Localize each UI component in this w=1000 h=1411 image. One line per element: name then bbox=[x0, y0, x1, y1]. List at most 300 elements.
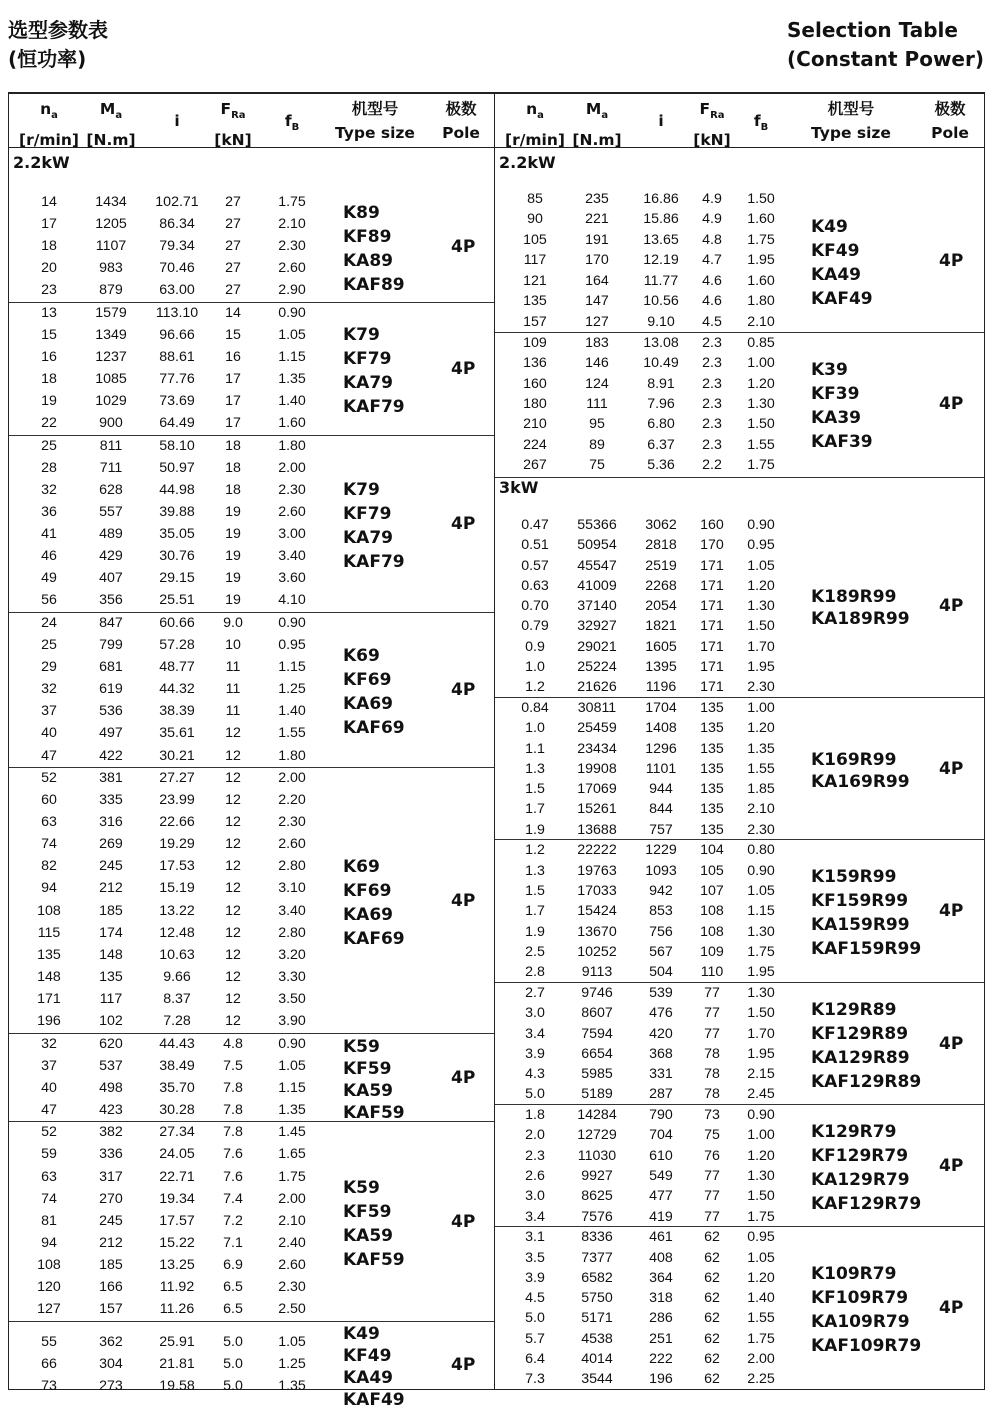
cell-fb: 1.05 bbox=[278, 326, 306, 343]
cell-na: 1.9 bbox=[525, 821, 545, 838]
cell-ma: 6654 bbox=[581, 1045, 613, 1062]
cell-ma: 41009 bbox=[577, 577, 617, 594]
table-row bbox=[495, 759, 984, 779]
cell-fb: 1.50 bbox=[747, 1188, 775, 1205]
pole-value: 4P bbox=[939, 596, 964, 617]
cell-i: 13.25 bbox=[159, 1256, 195, 1273]
cell-i: 477 bbox=[649, 1188, 673, 1205]
cell-fra: 135 bbox=[700, 781, 724, 798]
table-row bbox=[9, 413, 494, 433]
model-type: K79 bbox=[343, 480, 380, 501]
cell-i: 1704 bbox=[645, 700, 677, 717]
cell-ma: 8336 bbox=[581, 1229, 613, 1246]
cell-i: 7.28 bbox=[163, 1012, 191, 1029]
table-row bbox=[9, 746, 494, 766]
cell-i: 7.96 bbox=[647, 396, 675, 412]
cell-na: 148 bbox=[37, 968, 61, 985]
section-divider bbox=[495, 477, 984, 478]
model-type: KA159R99 bbox=[811, 915, 910, 936]
cell-na: 32 bbox=[41, 482, 57, 499]
model-type: KF129R89 bbox=[811, 1023, 909, 1044]
table-row bbox=[495, 1369, 984, 1389]
model-type-block bbox=[343, 644, 405, 740]
cell-i: 50.97 bbox=[159, 459, 195, 476]
cell-fb: 2.00 bbox=[278, 459, 306, 476]
cell-fb: 2.60 bbox=[278, 836, 306, 853]
pole-value: 4P bbox=[939, 1155, 964, 1176]
cell-na: 1.3 bbox=[525, 862, 545, 879]
cell-fb: 2.90 bbox=[278, 282, 306, 299]
table-row bbox=[9, 1189, 494, 1209]
cell-i: 63.00 bbox=[159, 282, 195, 299]
cell-i: 38.49 bbox=[159, 1057, 195, 1074]
page-title-cn bbox=[8, 16, 108, 74]
col-symbol: i bbox=[658, 112, 664, 130]
cell-i: 1196 bbox=[645, 679, 677, 696]
cell-na: 82 bbox=[41, 858, 57, 875]
cell-i: 17.57 bbox=[159, 1212, 195, 1229]
model-type-block bbox=[811, 865, 921, 961]
col-unit: [kN] bbox=[693, 131, 731, 150]
cell-na: 1.5 bbox=[525, 781, 545, 798]
cell-fb: 1.40 bbox=[278, 393, 306, 410]
cell-na: 20 bbox=[41, 260, 57, 277]
model-type: KAF129R89 bbox=[811, 1071, 922, 1092]
cell-na: 135 bbox=[37, 946, 61, 963]
cell-ma: 12729 bbox=[577, 1127, 617, 1144]
table-row bbox=[495, 739, 984, 759]
cell-na: 2.0 bbox=[525, 1127, 545, 1144]
cell-na: 37 bbox=[41, 703, 57, 720]
table-row bbox=[495, 250, 984, 270]
table-row bbox=[9, 613, 494, 633]
cell-i: 757 bbox=[649, 821, 673, 838]
pole-value: 4P bbox=[939, 901, 964, 922]
model-type: KF39 bbox=[811, 384, 860, 405]
cell-i: 10.56 bbox=[643, 293, 679, 310]
table-row bbox=[495, 779, 984, 799]
cell-na: 28 bbox=[41, 459, 57, 476]
cell-na: 66 bbox=[41, 1355, 57, 1372]
table-row bbox=[9, 701, 494, 721]
col-symbol: F bbox=[699, 100, 711, 118]
cell-fra: 160 bbox=[700, 517, 724, 533]
cell-i: 44.98 bbox=[159, 482, 195, 499]
cell-fra: 75 bbox=[704, 1127, 720, 1144]
cell-fra: 7.6 bbox=[223, 1146, 243, 1163]
cell-ma: 19763 bbox=[577, 862, 617, 879]
cell-fra: 7.8 bbox=[223, 1079, 243, 1096]
table-row bbox=[9, 546, 494, 566]
cell-i: 30.28 bbox=[159, 1101, 195, 1118]
cell-ma: 900 bbox=[99, 415, 123, 432]
cell-fra: 4.8 bbox=[702, 231, 722, 248]
cell-i: 86.34 bbox=[159, 216, 195, 233]
cell-na: 4.3 bbox=[525, 1066, 545, 1083]
cell-ma: 102 bbox=[99, 1012, 123, 1029]
table-row bbox=[9, 458, 494, 478]
cell-na: 40 bbox=[41, 1079, 57, 1096]
cell-i: 549 bbox=[649, 1167, 673, 1184]
cell-fra: 11 bbox=[225, 681, 241, 698]
cell-fra: 135 bbox=[700, 801, 724, 818]
col-unit: [N.m] bbox=[86, 131, 136, 150]
cell-fra: 62 bbox=[704, 1249, 720, 1266]
cell-fra: 4.9 bbox=[702, 211, 722, 228]
cell-i: 19.58 bbox=[159, 1377, 195, 1394]
cell-fra: 12 bbox=[225, 946, 241, 963]
cell-fb: 1.75 bbox=[278, 194, 306, 210]
cell-fb: 1.50 bbox=[747, 618, 775, 635]
cell-na: 1.7 bbox=[525, 903, 545, 920]
cell-fra: 15 bbox=[225, 326, 241, 343]
cell-fra: 2.3 bbox=[702, 436, 722, 453]
table-row bbox=[9, 856, 494, 876]
model-type: KF49 bbox=[343, 1345, 392, 1366]
model-type: KA59 bbox=[343, 1225, 393, 1246]
cell-fb: 1.85 bbox=[747, 781, 775, 798]
model-type: KA129R89 bbox=[811, 1047, 910, 1068]
cell-i: 21.81 bbox=[159, 1355, 195, 1372]
cell-fb: 1.55 bbox=[278, 725, 306, 742]
cell-na: 7.3 bbox=[525, 1371, 545, 1388]
cell-fra: 7.4 bbox=[223, 1190, 243, 1207]
col-symbol: M bbox=[99, 100, 116, 118]
cell-ma: 174 bbox=[99, 924, 123, 941]
cell-fra: 19 bbox=[225, 548, 241, 565]
cell-ma: 32927 bbox=[577, 618, 617, 635]
cell-ma: 185 bbox=[99, 902, 123, 919]
cell-ma: 111 bbox=[586, 396, 608, 412]
table-row bbox=[9, 790, 494, 810]
cell-i: 6.37 bbox=[647, 436, 675, 453]
model-type: K129R79 bbox=[811, 1121, 897, 1142]
cell-fra: 11 bbox=[225, 703, 241, 720]
page-title-en bbox=[787, 16, 984, 74]
cell-i: 11.77 bbox=[643, 272, 679, 289]
cell-i: 60.66 bbox=[159, 615, 195, 632]
cell-i: 113.10 bbox=[155, 304, 199, 321]
cell-na: 13 bbox=[41, 304, 57, 321]
cell-fra: 12 bbox=[225, 814, 241, 831]
table-row bbox=[9, 679, 494, 699]
cell-ma: 8607 bbox=[581, 1005, 613, 1022]
cell-ma: 335 bbox=[99, 792, 123, 809]
cell-na: 32 bbox=[41, 1035, 57, 1052]
cell-fra: 171 bbox=[700, 658, 724, 675]
cell-fb: 1.05 bbox=[747, 557, 775, 574]
cell-i: 24.05 bbox=[159, 1146, 195, 1163]
table-row bbox=[9, 1144, 494, 1164]
cell-fb: 2.60 bbox=[278, 260, 306, 277]
cell-i: 96.66 bbox=[159, 326, 195, 343]
cell-i: 16.86 bbox=[643, 191, 679, 207]
cell-i: 2268 bbox=[645, 577, 677, 594]
cell-na: 18 bbox=[41, 238, 57, 255]
table-row bbox=[9, 480, 494, 500]
table-row bbox=[9, 834, 494, 854]
cell-na: 1.2 bbox=[525, 842, 545, 859]
cell-fb: 1.50 bbox=[747, 191, 775, 207]
cell-fra: 77 bbox=[704, 1208, 720, 1225]
model-type-block bbox=[343, 1323, 405, 1411]
cell-na: 105 bbox=[523, 231, 547, 248]
table-row bbox=[9, 192, 494, 212]
cell-fb: 2.10 bbox=[747, 801, 775, 818]
cell-fra: 12 bbox=[225, 968, 241, 985]
cell-i: 19.34 bbox=[159, 1190, 195, 1207]
cell-fb: 2.10 bbox=[278, 1212, 306, 1229]
cell-na: 4.5 bbox=[525, 1290, 545, 1307]
pole-value: 4P bbox=[451, 680, 476, 701]
cell-na: 18 bbox=[41, 371, 57, 388]
cell-fb: 2.30 bbox=[278, 482, 306, 499]
cell-fra: 62 bbox=[704, 1371, 720, 1388]
cell-fb: 1.45 bbox=[278, 1124, 306, 1141]
cell-ma: 3544 bbox=[581, 1371, 613, 1388]
group-divider bbox=[9, 1321, 494, 1322]
model-type: KAF69 bbox=[343, 928, 405, 949]
cell-i: 331 bbox=[649, 1066, 673, 1083]
cell-na: 1.5 bbox=[525, 883, 545, 900]
model-type: KF129R79 bbox=[811, 1145, 909, 1166]
table-row bbox=[9, 568, 494, 588]
cell-ma: 1107 bbox=[95, 238, 127, 255]
title-cn-line2: (恒功率) bbox=[8, 47, 87, 71]
cell-fra: 171 bbox=[700, 577, 724, 594]
cell-ma: 212 bbox=[99, 1234, 123, 1251]
col-subscript: a bbox=[115, 110, 123, 122]
table-row bbox=[495, 455, 984, 475]
pole-value: 4P bbox=[939, 394, 964, 415]
cell-na: 0.84 bbox=[521, 700, 549, 717]
selection-table-right bbox=[494, 92, 985, 1390]
cell-fra: 108 bbox=[700, 923, 724, 940]
model-type: KAF79 bbox=[343, 397, 405, 418]
cell-fra: 135 bbox=[700, 760, 724, 777]
cell-na: 120 bbox=[37, 1278, 61, 1295]
cell-na: 47 bbox=[41, 1101, 57, 1118]
cell-na: 2.3 bbox=[525, 1147, 545, 1164]
cell-ma: 557 bbox=[99, 504, 123, 521]
cell-i: 77.76 bbox=[159, 371, 195, 388]
col-symbol: F bbox=[220, 100, 232, 118]
table-row bbox=[9, 635, 494, 655]
cell-ma: 30811 bbox=[577, 700, 617, 717]
col-label-en: Pole bbox=[931, 124, 969, 142]
cell-ma: 1029 bbox=[95, 393, 127, 410]
cell-ma: 537 bbox=[99, 1057, 123, 1074]
cell-fb: 2.30 bbox=[747, 821, 775, 838]
cell-fra: 108 bbox=[700, 903, 724, 920]
table-row bbox=[495, 576, 984, 596]
cell-na: 81 bbox=[41, 1212, 57, 1229]
cell-i: 2818 bbox=[645, 537, 677, 554]
cell-ma: 317 bbox=[99, 1168, 123, 1185]
col-label-en: Pole bbox=[442, 124, 480, 142]
cell-fra: 7.8 bbox=[223, 1124, 243, 1141]
model-type: KA79 bbox=[343, 373, 393, 394]
cell-fb: 2.30 bbox=[278, 238, 306, 255]
cell-fra: 5.0 bbox=[223, 1377, 243, 1394]
cell-fra: 62 bbox=[704, 1290, 720, 1307]
cell-fra: 27 bbox=[225, 194, 241, 210]
cell-fra: 78 bbox=[704, 1045, 720, 1062]
col-subscript: Ra bbox=[231, 110, 246, 122]
cell-ma: 407 bbox=[99, 570, 123, 587]
column-header-row bbox=[9, 94, 494, 148]
cell-fra: 107 bbox=[700, 883, 724, 900]
model-type-block bbox=[811, 1120, 921, 1216]
cell-ma: 536 bbox=[99, 703, 123, 720]
cell-fra: 18 bbox=[225, 482, 241, 499]
cell-ma: 273 bbox=[99, 1377, 123, 1394]
cell-ma: 1434 bbox=[95, 194, 127, 210]
cell-fb: 2.30 bbox=[747, 679, 775, 696]
cell-ma: 212 bbox=[99, 880, 123, 897]
cell-na: 180 bbox=[523, 396, 547, 412]
cell-na: 60 bbox=[41, 792, 57, 809]
model-type: KA69 bbox=[343, 904, 393, 925]
cell-fb: 1.35 bbox=[278, 371, 306, 388]
cell-ma: 157 bbox=[99, 1301, 123, 1317]
cell-ma: 127 bbox=[585, 313, 609, 330]
cell-na: 3.9 bbox=[525, 1269, 545, 1286]
model-type: KF49 bbox=[811, 240, 860, 261]
model-type: KA49 bbox=[343, 1367, 393, 1388]
cell-fra: 2.2 bbox=[702, 457, 722, 474]
cell-fra: 19 bbox=[225, 570, 241, 587]
table-row bbox=[9, 1332, 494, 1352]
cell-ma: 245 bbox=[99, 1212, 123, 1229]
cell-fb: 1.30 bbox=[747, 598, 775, 615]
model-type: KF59 bbox=[343, 1201, 392, 1222]
selection-table-left bbox=[8, 92, 495, 1410]
cell-ma: 21626 bbox=[577, 679, 617, 696]
cell-fb: 2.15 bbox=[747, 1066, 775, 1083]
cell-ma: 879 bbox=[99, 282, 123, 299]
cell-fra: 62 bbox=[704, 1310, 720, 1327]
cell-ma: 17033 bbox=[577, 883, 617, 900]
cell-fra: 171 bbox=[700, 679, 724, 696]
cell-ma: 5985 bbox=[581, 1066, 613, 1083]
col-label-cn: 极数 bbox=[445, 100, 477, 118]
cell-fra: 2.3 bbox=[702, 416, 722, 433]
cell-na: 25 bbox=[41, 637, 57, 654]
cell-i: 1395 bbox=[645, 658, 677, 675]
table-row bbox=[495, 962, 984, 982]
cell-na: 0.70 bbox=[521, 598, 549, 615]
cell-na: 1.2 bbox=[525, 679, 545, 696]
table-row bbox=[9, 923, 494, 943]
cell-fra: 135 bbox=[700, 700, 724, 717]
cell-fra: 12 bbox=[225, 1012, 241, 1029]
cell-i: 19.29 bbox=[159, 836, 195, 853]
cell-ma: 498 bbox=[99, 1079, 123, 1096]
model-type-block bbox=[343, 1036, 405, 1124]
cell-fra: 12 bbox=[225, 836, 241, 853]
cell-fra: 6.5 bbox=[223, 1301, 243, 1317]
cell-fb: 2.30 bbox=[278, 814, 306, 831]
cell-fb: 2.25 bbox=[747, 1371, 775, 1388]
cell-fb: 1.15 bbox=[278, 659, 306, 676]
cell-ma: 4014 bbox=[581, 1350, 613, 1367]
cell-ma: 304 bbox=[99, 1355, 123, 1372]
table-row bbox=[9, 590, 494, 610]
table-row bbox=[9, 1122, 494, 1142]
model-type: KF109R79 bbox=[811, 1288, 909, 1309]
cell-fra: 62 bbox=[704, 1269, 720, 1286]
model-type: KF69 bbox=[343, 880, 392, 901]
title-cn-line1: 选型参数表 bbox=[8, 18, 108, 42]
cell-ma: 9113 bbox=[581, 964, 613, 981]
cell-i: 30.76 bbox=[159, 548, 195, 565]
cell-ma: 183 bbox=[585, 334, 609, 351]
model-type: K49 bbox=[811, 216, 848, 237]
cell-fb: 0.90 bbox=[278, 304, 306, 321]
cell-fb: 1.75 bbox=[747, 943, 775, 960]
cell-ma: 13688 bbox=[577, 821, 617, 838]
cell-i: 15.86 bbox=[643, 211, 679, 228]
table-row bbox=[9, 391, 494, 411]
cell-ma: 50954 bbox=[577, 537, 617, 554]
cell-i: 942 bbox=[649, 883, 673, 900]
cell-fra: 77 bbox=[704, 984, 720, 1001]
cell-ma: 164 bbox=[585, 272, 609, 289]
table-row bbox=[495, 657, 984, 677]
table-row bbox=[495, 820, 984, 840]
table-row bbox=[9, 280, 494, 300]
cell-ma: 1237 bbox=[95, 349, 127, 366]
cell-ma: 620 bbox=[99, 1035, 123, 1052]
cell-fb: 1.40 bbox=[278, 703, 306, 720]
cell-fb: 2.00 bbox=[278, 1190, 306, 1207]
col-label-en: Type size bbox=[335, 124, 415, 142]
cell-ma: 95 bbox=[589, 416, 605, 433]
cell-na: 59 bbox=[41, 1146, 57, 1163]
section-title: 2.2kW bbox=[499, 153, 556, 172]
cell-i: 44.32 bbox=[159, 681, 195, 698]
cell-fra: 135 bbox=[700, 740, 724, 757]
cell-na: 1.0 bbox=[525, 720, 545, 737]
cell-ma: 25459 bbox=[577, 720, 617, 737]
cell-i: 196 bbox=[649, 1371, 673, 1388]
table-row bbox=[9, 524, 494, 544]
cell-ma: 8625 bbox=[581, 1188, 613, 1205]
table-row bbox=[495, 698, 984, 718]
cell-fb: 1.40 bbox=[747, 1290, 775, 1307]
cell-fb: 1.00 bbox=[747, 355, 775, 372]
col-subscript: a bbox=[51, 110, 58, 122]
cell-fb: 1.35 bbox=[278, 1377, 306, 1394]
cell-ma: 19908 bbox=[577, 760, 617, 777]
cell-fra: 14 bbox=[225, 304, 241, 321]
table-row bbox=[495, 596, 984, 616]
cell-na: 210 bbox=[523, 416, 547, 433]
table-row bbox=[9, 236, 494, 256]
cell-i: 12.48 bbox=[159, 924, 195, 941]
cell-fra: 11 bbox=[225, 659, 241, 676]
cell-fb: 0.90 bbox=[747, 862, 775, 879]
cell-i: 15.19 bbox=[159, 880, 195, 897]
col-symbol: f bbox=[753, 112, 761, 130]
cell-i: 44.43 bbox=[159, 1035, 195, 1052]
table-row bbox=[9, 812, 494, 832]
cell-fb: 1.15 bbox=[278, 349, 306, 366]
cell-i: 287 bbox=[649, 1086, 673, 1103]
cell-fb: 1.60 bbox=[747, 211, 775, 228]
cell-ma: 89 bbox=[589, 436, 605, 453]
